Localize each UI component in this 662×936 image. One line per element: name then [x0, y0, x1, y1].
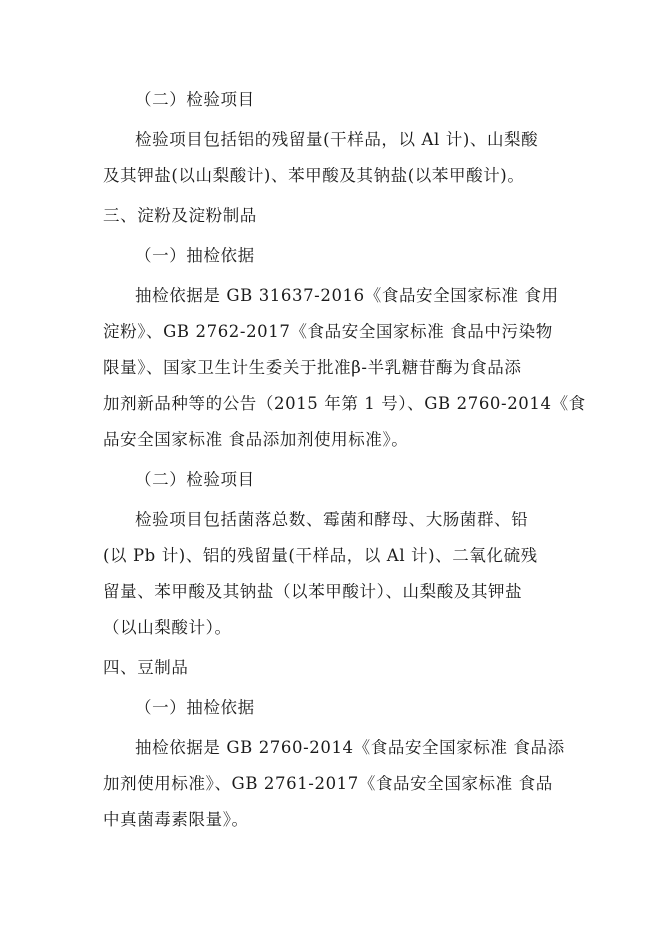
paragraph-inspection-items-2	[103, 122, 561, 194]
text-line: 淀粉》、GB 2762-2017《食品安全国家标准 食品中污染物	[103, 322, 553, 341]
paragraph-inspection-items-3	[103, 502, 561, 646]
subheading-sampling-basis-3	[103, 238, 561, 274]
subheading-sampling-basis-4	[103, 690, 561, 726]
text-line: 加剂新品种等的公告（2015 年第 1 号）、GB 2760-2014《食	[103, 394, 586, 413]
text-line: 三、淀粉及淀粉制品	[103, 206, 257, 225]
text-line: （一）抽检依据	[135, 698, 255, 717]
subheading-inspection-items-3	[103, 462, 561, 498]
text-line: 抽检依据是 GB 31637-2016《食品安全国家标准 食用	[135, 286, 559, 305]
paragraph-sampling-basis-3	[103, 278, 586, 458]
text-line: 检验项目包括菌落总数、霉菌和酵母、大肠菌群、铅	[135, 510, 529, 529]
text-line: 四、豆制品	[103, 658, 189, 677]
text-line: 中真菌毒素限量》。	[103, 810, 249, 829]
text-line: (以 Pb 计)、铝的残留量(干样品，以 Al 计)、二氧化硫残	[103, 546, 538, 565]
text-line: 品安全国家标准 食品添加剂使用标准》。	[103, 430, 409, 449]
text-line: 抽检依据是 GB 2760-2014《食品安全国家标准 食品添	[135, 738, 565, 757]
text-line: （以山梨酸计）。	[103, 618, 232, 637]
subheading-inspection-items-2	[103, 82, 561, 118]
heading-starch-products	[103, 198, 561, 234]
text-line: 留量、苯甲酸及其钠盐（以苯甲酸计）、山梨酸及其钾盐	[103, 582, 523, 601]
text-line: 限量》、国家卫生计生委关于批准β-半乳糖苷酶为食品添	[103, 358, 522, 377]
text-line: 加剂使用标准》、GB 2761-2017《食品安全国家标准 食品	[103, 774, 553, 793]
text-line: （二）检验项目	[135, 470, 255, 489]
document-content	[103, 82, 586, 838]
heading-soy-products	[103, 650, 561, 686]
text-line: （二）检验项目	[135, 90, 255, 109]
paragraph-sampling-basis-4	[103, 730, 565, 838]
text-line: （一）抽检依据	[135, 246, 255, 265]
text-line: 检验项目包括铝的残留量(干样品，以 Al 计)、山梨酸	[135, 130, 539, 149]
text-line: 及其钾盐(以山梨酸计)、苯甲酸及其钠盐(以苯甲酸计)。	[103, 166, 525, 185]
